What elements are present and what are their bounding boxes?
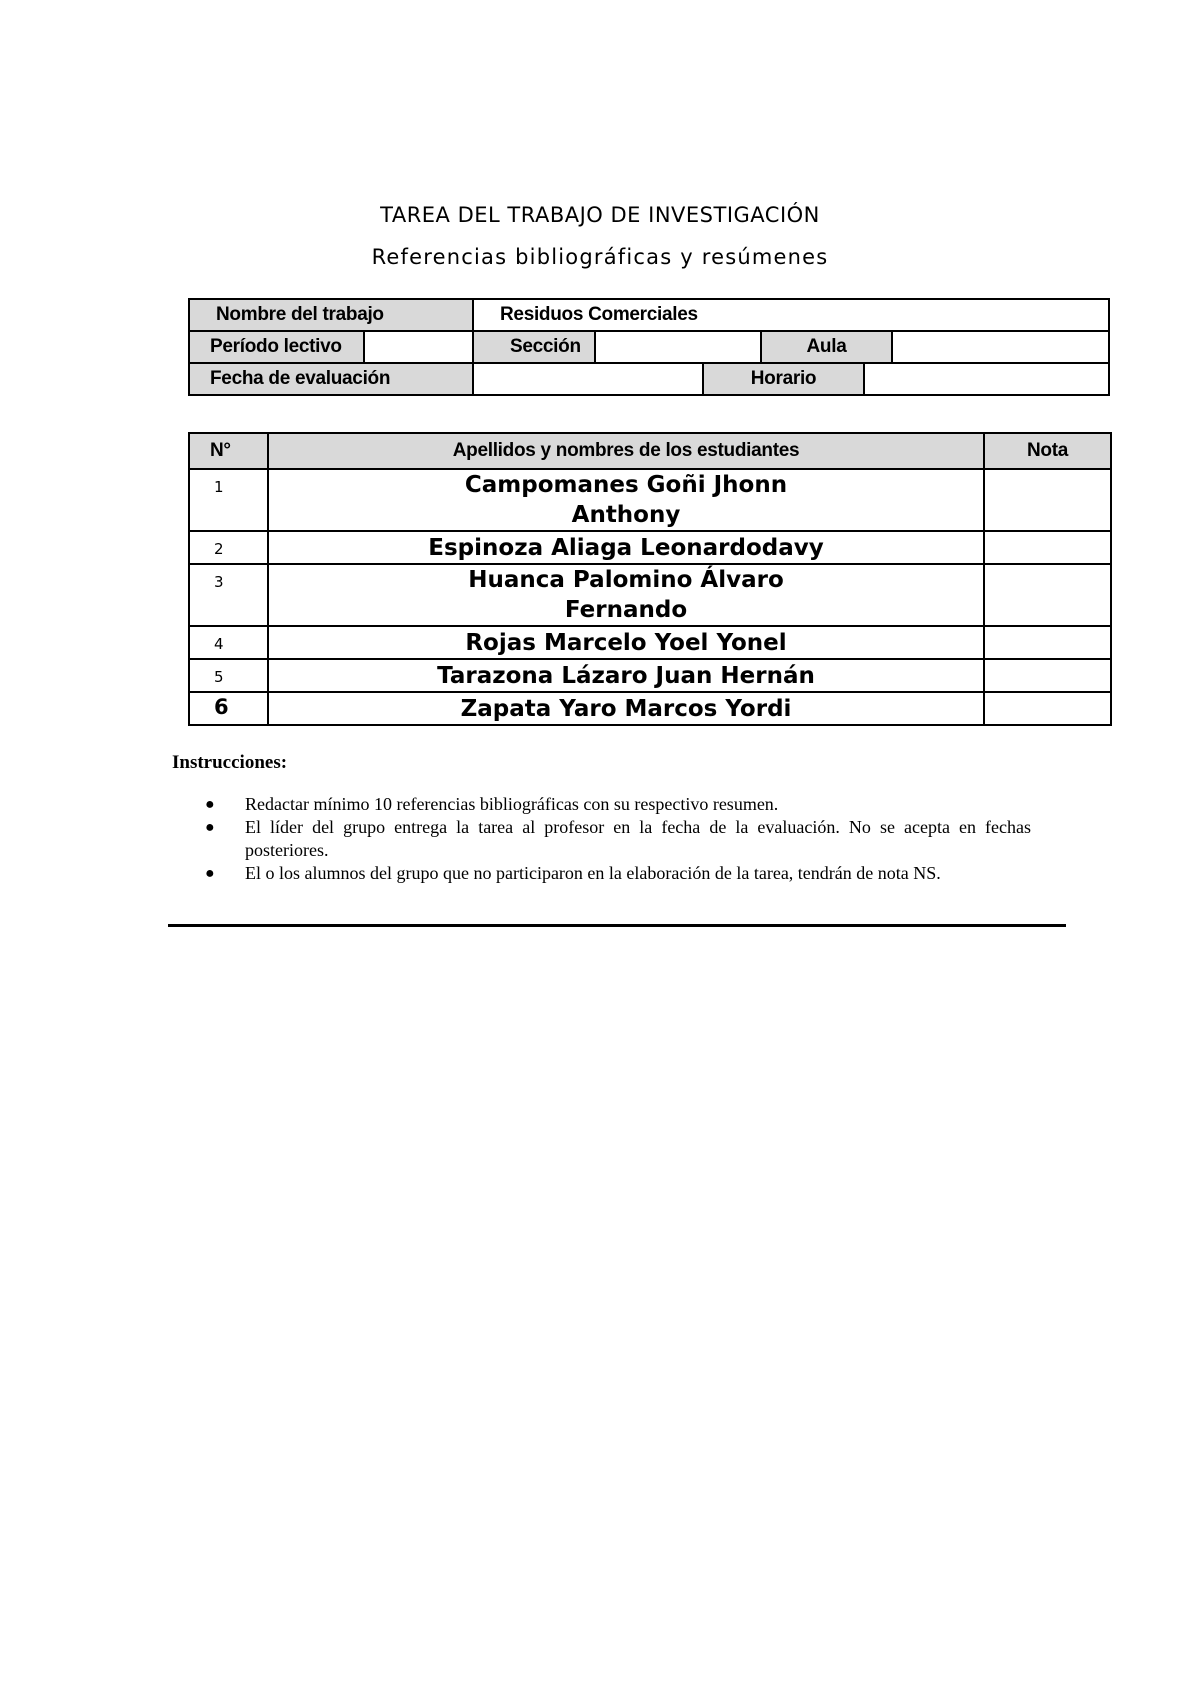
periodo-value (365, 332, 474, 362)
table-row (189, 626, 1111, 659)
row-number: 2 (189, 531, 268, 564)
nombre-label: Nombre del trabajo (190, 300, 474, 330)
info-row-fecha (190, 364, 1108, 394)
seccion-value (596, 332, 762, 362)
aula-value (893, 332, 1108, 362)
row-number: 6 (189, 692, 268, 725)
row-number: 4 (189, 626, 268, 659)
page-title: TAREA DEL TRABAJO DE INVESTIGACIÓN (380, 203, 820, 227)
bullet-icon: ● (205, 865, 215, 882)
header-nota: Nota (984, 433, 1111, 469)
fecha-value (474, 364, 704, 394)
table-row (189, 659, 1111, 692)
page-subtitle: Referencias bibliográficas y resúmenes (371, 245, 829, 269)
student-name: Rojas Marcelo Yoel Yonel (268, 626, 984, 659)
nota-cell (984, 531, 1111, 564)
table-header-row (189, 433, 1111, 469)
row-number: 1 (189, 469, 268, 531)
table-row (189, 564, 1111, 626)
header-num: N° (189, 433, 268, 469)
horario-label: Horario (704, 364, 865, 394)
aula-label: Aula (762, 332, 893, 362)
list-item (205, 793, 1031, 816)
bullet-icon: ● (205, 796, 215, 813)
instructions-title: Instrucciones: (172, 752, 288, 773)
row-number: 3 (189, 564, 268, 626)
list-item (205, 862, 1031, 885)
student-name: Campomanes Goñi Jhonn Anthony (268, 469, 984, 531)
table-row (189, 531, 1111, 564)
nota-cell (984, 626, 1111, 659)
horario-value (865, 364, 1108, 394)
student-name: Zapata Yaro Marcos Yordi (268, 692, 984, 725)
divider-line (168, 924, 1066, 927)
info-row-nombre (190, 300, 1108, 332)
nombre-value: Residuos Comerciales (500, 304, 698, 325)
instruction-text: Redactar mínimo 10 referencias bibliográficas con su respectivo resumen. (245, 794, 779, 814)
student-name: Huanca Palomino Álvaro Fernando (268, 564, 984, 626)
table-row (189, 469, 1111, 531)
students-table (188, 432, 1112, 726)
instruction-text: El o los alumnos del grupo que no participaron en la elaboración de la tarea, tendrán de nota NS. (245, 863, 941, 883)
periodo-label: Período lectivo (190, 332, 365, 362)
instructions-list (205, 793, 1031, 885)
list-item (205, 816, 1031, 862)
bullet-icon: ● (205, 819, 215, 836)
row-number: 5 (189, 659, 268, 692)
student-name: Espinoza Aliaga Leonardodavy (268, 531, 984, 564)
nota-cell (984, 692, 1111, 725)
info-row-periodo (190, 332, 1108, 364)
nota-cell (984, 564, 1111, 626)
seccion-label: Sección (474, 332, 596, 362)
instruction-text: El líder del grupo entrega la tarea al profesor en la fecha de la evaluación. No se acepta en fechas posteriores. (245, 817, 1031, 860)
header-names: Apellidos y nombres de los estudiantes (268, 433, 984, 469)
info-table (188, 298, 1110, 396)
table-row (189, 692, 1111, 725)
nota-cell (984, 469, 1111, 531)
fecha-label: Fecha de evaluación (190, 364, 474, 394)
student-name: Tarazona Lázaro Juan Hernán (268, 659, 984, 692)
nota-cell (984, 659, 1111, 692)
